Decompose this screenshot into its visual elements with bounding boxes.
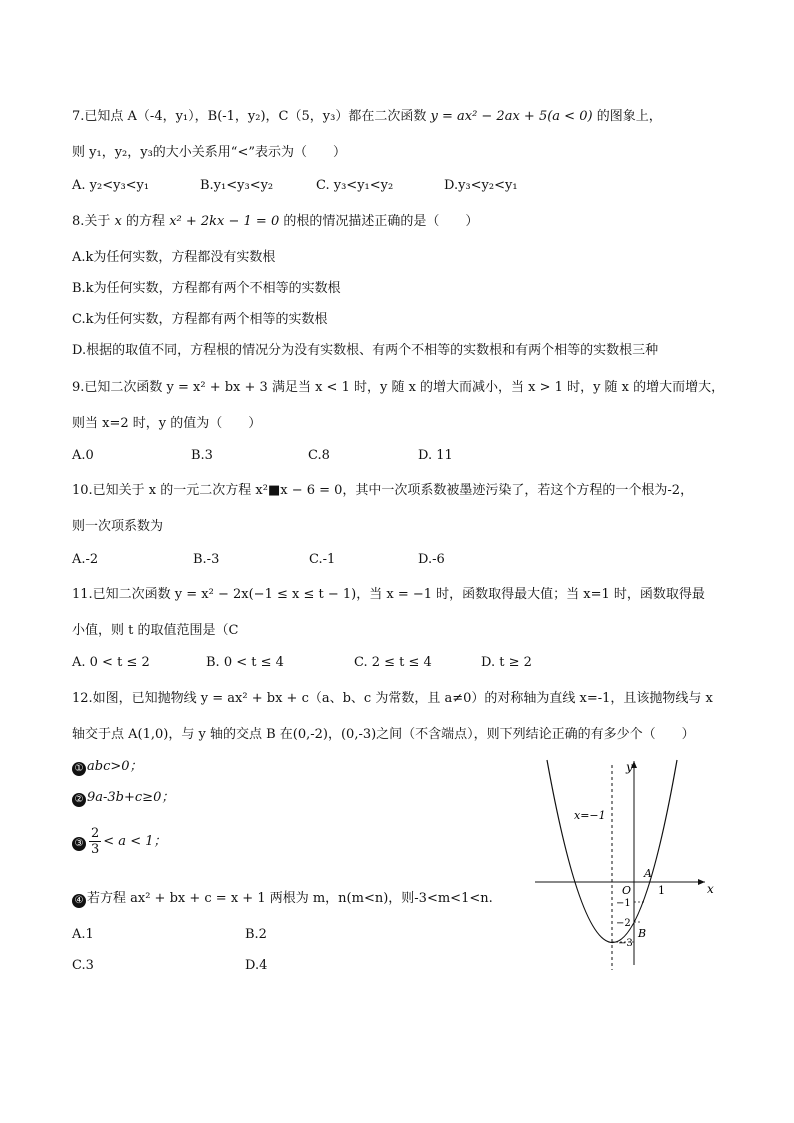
- q8-option-b: B.k为任何实数，方程都有两个不相等的实数根: [72, 281, 341, 296]
- tick-1-label: 1: [658, 884, 665, 897]
- tick-m2-label: −2: [616, 918, 631, 929]
- symmetry-label: x=−1: [574, 809, 606, 822]
- q8-option-d: D.根据的取值不同，方程根的情况分为没有实数根、有两个不相等的实数根和有两个相等的实数根三种: [72, 343, 659, 358]
- tick-m3-label: −3: [618, 938, 633, 949]
- fraction-two-thirds: [89, 826, 101, 857]
- q10-option-b: B.-3: [193, 552, 220, 567]
- q12-question: 轴交于点 A(1,0)，与 y 轴的交点 B 在(0,-2)，(0,-3)之间（不含端点），则下列结论正确的有多少个（ ）: [72, 727, 695, 742]
- q7-stem-text: 7.已知点 A（-4，y₁），B(-1，y₂)，C（5，y₃）都在二次函数: [72, 109, 427, 124]
- point-b-label: B: [638, 927, 647, 940]
- conclusion-1-text: abc>0；: [87, 759, 143, 774]
- q10-question: 则一次项系数为: [72, 519, 164, 534]
- q11-option-c: C. 2 ≤ t ≤ 4: [354, 655, 432, 670]
- x-axis-label: x: [707, 882, 714, 896]
- q12-conclusion-4: [72, 890, 493, 908]
- conclusion-number-2: ②: [72, 793, 86, 807]
- origin-label: O: [622, 884, 632, 897]
- q7-option-d: D.y₃<y₂<y₁: [444, 178, 518, 193]
- q9-question: 则当 x=2 时，y 的值为（ ）: [72, 416, 262, 431]
- q9-option-a: A.0: [72, 448, 94, 463]
- q11-option-a: A. 0 < t ≤ 2: [72, 655, 150, 670]
- q7-formula: y = ax² − 2ax + 5(a < 0): [430, 109, 593, 124]
- x-axis-arrow: [698, 879, 705, 885]
- conclusion-number-1: ①: [72, 762, 86, 776]
- q7-stem-end: 的图象上，: [596, 109, 662, 124]
- q9-option-c: C.8: [308, 448, 330, 463]
- point-a-label: A: [644, 867, 652, 880]
- q9-option-d: D. 11: [418, 448, 453, 463]
- q8-stem-end: 的根的情况描述正确的是（ ）: [283, 214, 479, 229]
- q10-option-d: D.-6: [418, 552, 445, 567]
- conclusion-number-3: ③: [72, 837, 86, 851]
- y-axis-label: y: [626, 760, 633, 774]
- fraction-denominator: 3: [91, 842, 100, 857]
- q7-question: 则 y₁，y₂，y₃的大小关系用“<”表示为（ ）: [72, 145, 346, 160]
- q9-option-b: B.3: [191, 448, 213, 463]
- conclusion-number-4: ④: [72, 894, 86, 908]
- q12-conclusion-3: [72, 826, 167, 858]
- q12-stem: 12.如图，已知抛物线 y = ax² + bx + c（a、b、c 为常数，且 a≠0）的对称轴为直线 x=-1，且该抛物线与 x: [72, 691, 713, 706]
- q12-conclusion-1: [72, 758, 143, 776]
- q12-option-c: C.3: [72, 958, 94, 973]
- q11-question: 小值，则 t 的取值范围是（C: [72, 623, 239, 638]
- q7-option-a: A. y₂<y₃<y₁: [72, 178, 150, 193]
- q8-option-a: A.k为任何实数，方程都没有实数根: [72, 250, 276, 265]
- tick-m1-label: −1: [616, 898, 631, 909]
- q8-var: x: [114, 214, 122, 229]
- q12-conclusion-2: [72, 789, 174, 807]
- q12-option-a: A.1: [72, 927, 94, 942]
- conclusion-4-text: 若方程 ax² + bx + c = x + 1 两根为 m，n(m<n)，则-3<m<1<n.: [87, 891, 493, 906]
- q9-stem: 9.已知二次函数 y = x² + bx + 3 满足当 x < 1 时，y 随 x 的增大而减小，当 x > 1 时，y 随 x 的增大而增大，: [72, 380, 725, 395]
- q10-option-a: A.-2: [72, 552, 99, 567]
- conclusion-3-text: < a < 1；: [103, 834, 167, 849]
- q8-stem-text: 8.关于: [72, 214, 111, 229]
- q8-option-c: C.k为任何实数，方程都有两个相等的实数根: [72, 312, 328, 327]
- q12-option-d: D.4: [245, 958, 268, 973]
- parabola-figure: [530, 755, 720, 975]
- fraction-numerator: 2: [91, 826, 100, 841]
- q7-stem: [72, 108, 662, 126]
- conclusion-2-text: 9a-3b+c≥0；: [87, 790, 175, 805]
- q11-option-d: D. t ≥ 2: [481, 655, 532, 670]
- q8-stem: [72, 213, 478, 231]
- q12-option-b: B.2: [245, 927, 267, 942]
- q7-option-b: B.y₁<y₃<y₂: [200, 178, 274, 193]
- q10-stem: 10.已知关于 x 的一元二次方程 x²■x − 6 = 0，其中一次项系数被墨迹污染了，若这个方程的一个根为-2，: [72, 483, 694, 498]
- q8-stem-mid: 的方程: [126, 214, 166, 229]
- q11-stem: 11.已知二次函数 y = x² − 2x(−1 ≤ x ≤ t − 1)，当 x = −1 时，函数取得最大值；当 x=1 时，函数取得最: [72, 587, 705, 602]
- q10-option-c: C.-1: [309, 552, 336, 567]
- q8-formula: x² + 2kx − 1 = 0: [169, 214, 280, 229]
- q11-option-b: B. 0 < t ≤ 4: [206, 655, 284, 670]
- q7-option-c: C. y₃<y₁<y₂: [316, 178, 394, 193]
